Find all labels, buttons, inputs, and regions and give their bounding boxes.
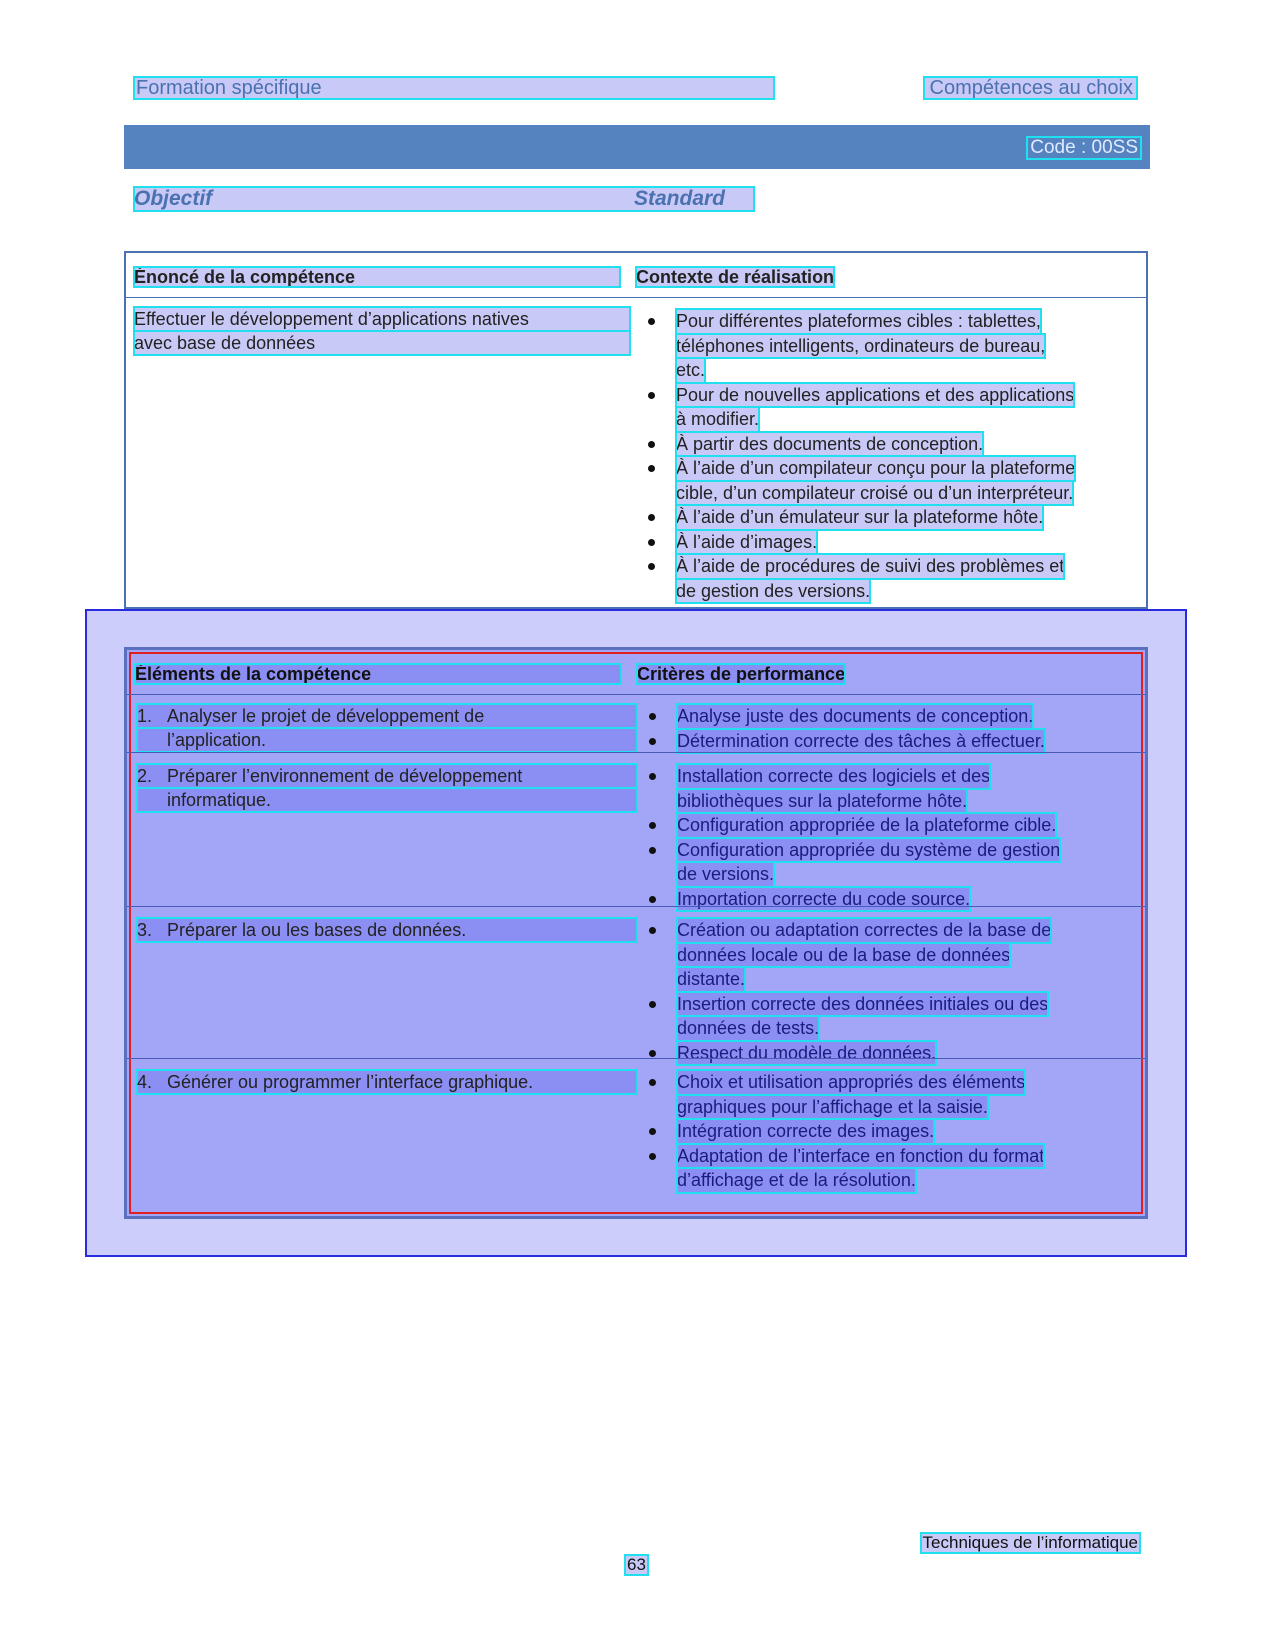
- bullet-icon: [649, 822, 656, 829]
- bullet-item: [646, 309, 1134, 383]
- bullet-icon: [649, 738, 656, 745]
- criteres-header: Critères de performance: [637, 664, 846, 684]
- bullet-icon: [648, 465, 655, 472]
- bullet-line: À l’aide d’images.: [676, 530, 817, 555]
- bullet-line: etc.: [676, 358, 705, 383]
- enonce-cell: [134, 307, 630, 355]
- bullet-item: [646, 432, 1134, 457]
- bullet-icon: [649, 773, 656, 780]
- row-divider: [127, 694, 1145, 695]
- page-number: 63: [627, 1555, 646, 1574]
- standard-label: Standard: [634, 187, 726, 210]
- bullet-item: [646, 554, 1134, 603]
- criteria-list: [647, 764, 1135, 911]
- footer-program: Techniques de l’informatique: [922, 1533, 1138, 1552]
- bullet-item: [646, 505, 1134, 530]
- element-line: Préparer la ou les bases de données.: [137, 918, 637, 942]
- enonce-line: Effectuer le développement d’applications natives: [134, 307, 630, 331]
- bullet-line: À partir des documents de conception.: [676, 432, 983, 457]
- element-number: 3.: [137, 920, 153, 940]
- element-line: Générer ou programmer l’interface graphique.: [137, 1070, 637, 1094]
- running-header-left: Formation spécifique: [134, 77, 774, 99]
- row-divider: [127, 906, 1145, 907]
- bullet-line: Intégration correcte des images.: [677, 1119, 934, 1144]
- bullet-icon: [648, 514, 655, 521]
- bullet-line: données locale ou de la base de données: [677, 943, 1010, 968]
- contexte-list: [646, 309, 1134, 603]
- element-line: informatique.: [137, 788, 637, 812]
- bullet-line: Pour différentes plateformes cibles : tablettes,: [676, 309, 1041, 334]
- bullet-item: [646, 456, 1134, 505]
- bullet-line: Adaptation de l’interface en fonction du format: [677, 1144, 1044, 1169]
- row-divider: [127, 752, 1145, 753]
- bullet-item: [646, 530, 1134, 555]
- bullet-item: [647, 1041, 1135, 1066]
- bullet-line: cible, d’un compilateur croisé ou d’un interpréteur.: [676, 481, 1073, 506]
- bullet-line: données de tests.: [677, 1016, 819, 1041]
- bullet-icon: [649, 1001, 656, 1008]
- bullet-item: [647, 1119, 1135, 1144]
- bullet-item: [647, 704, 1135, 729]
- bullet-line: graphiques pour l’affichage et la saisie.: [677, 1095, 988, 1120]
- element-item: [137, 918, 637, 942]
- criteria-list: [647, 918, 1135, 1065]
- bullet-line: Installation correcte des logiciels et des: [677, 764, 990, 789]
- bullet-icon: [649, 847, 656, 854]
- bullet-line: Insertion correcte des données initiales ou des: [677, 992, 1048, 1017]
- code-banner: [124, 125, 1150, 169]
- bullet-line: d’affichage et de la résolution.: [677, 1168, 916, 1193]
- element-line: l’application.: [137, 728, 637, 752]
- criteria-list: [647, 704, 1135, 753]
- bullet-icon: [649, 1128, 656, 1135]
- bullet-item: [647, 813, 1135, 838]
- running-header-right: Compétences au choix: [924, 77, 1137, 99]
- objective-standard-row: [134, 187, 754, 211]
- bullet-line: distante.: [677, 967, 745, 992]
- bullet-line: Détermination correcte des tâches à effectuer.: [677, 729, 1045, 754]
- bullet-icon: [648, 392, 655, 399]
- element-number: 1.: [137, 706, 153, 726]
- bullet-line: téléphones intelligents, ordinateurs de bureau,: [676, 334, 1045, 359]
- bullet-line: Respect du modèle de données.: [677, 1041, 936, 1066]
- bullet-line: Configuration appropriée du système de gestion: [677, 838, 1060, 863]
- bullet-icon: [649, 1050, 656, 1057]
- element-item: [137, 704, 637, 752]
- contexte-header: Contexte de réalisation: [636, 267, 835, 287]
- bullet-line: Choix et utilisation appropriés des éléments: [677, 1070, 1025, 1095]
- bullet-line: À l’aide de procédures de suivi des problèmes et: [676, 554, 1064, 579]
- bullet-icon: [649, 713, 656, 720]
- enonce-header: Énoncé de la compétence: [134, 267, 620, 287]
- competency-statement-table: [124, 251, 1148, 609]
- element-line: Analyser le projet de développement de: [137, 704, 637, 728]
- bullet-item: [647, 918, 1135, 992]
- bullet-icon: [648, 539, 655, 546]
- bullet-line: à modifier.: [676, 407, 759, 432]
- bullet-icon: [649, 896, 656, 903]
- bullet-line: bibliothèques sur la plateforme hôte.: [677, 789, 967, 814]
- performance-criteria-table: [124, 647, 1148, 1219]
- bullet-item: [647, 838, 1135, 887]
- bullet-item: [646, 383, 1134, 432]
- bullet-item: [647, 764, 1135, 813]
- element-item: [137, 1070, 637, 1094]
- bullet-icon: [648, 318, 655, 325]
- bullet-item: [647, 729, 1135, 754]
- element-item: [137, 764, 637, 812]
- bullet-icon: [648, 563, 655, 570]
- element-line: Préparer l’environnement de développement: [137, 764, 637, 788]
- bullet-line: Configuration appropriée de la plateforme cible.: [677, 813, 1056, 838]
- bullet-line: Pour de nouvelles applications et des applications: [676, 383, 1074, 408]
- bullet-icon: [649, 1079, 656, 1086]
- element-number: 2.: [137, 766, 153, 786]
- enonce-line: avec base de données: [134, 331, 630, 355]
- bullet-icon: [648, 441, 655, 448]
- bullet-line: de gestion des versions.: [676, 579, 870, 604]
- bullet-item: [647, 1070, 1135, 1119]
- elements-header: Éléments de la compétence: [135, 664, 621, 684]
- objective-label: Objectif: [134, 187, 213, 210]
- bullet-line: de versions.: [677, 862, 774, 887]
- bullet-item: [647, 1144, 1135, 1193]
- competency-code: Code : 00SS: [1030, 137, 1138, 158]
- bullet-line: Importation correcte du code source.: [677, 887, 970, 912]
- row-divider: [127, 1058, 1145, 1059]
- bullet-line: À l’aide d’un compilateur conçu pour la plateforme: [676, 456, 1075, 481]
- bullet-icon: [649, 927, 656, 934]
- criteria-list: [647, 1070, 1135, 1193]
- header-divider: [126, 297, 1146, 298]
- bullet-line: Analyse juste des documents de conception.: [677, 704, 1033, 729]
- bullet-line: À l’aide d’un émulateur sur la plateforme hôte.: [676, 505, 1043, 530]
- bullet-item: [647, 992, 1135, 1041]
- bullet-item: [647, 887, 1135, 912]
- element-number: 4.: [137, 1072, 153, 1092]
- bullet-icon: [649, 1153, 656, 1160]
- bullet-line: Création ou adaptation correctes de la base de: [677, 918, 1051, 943]
